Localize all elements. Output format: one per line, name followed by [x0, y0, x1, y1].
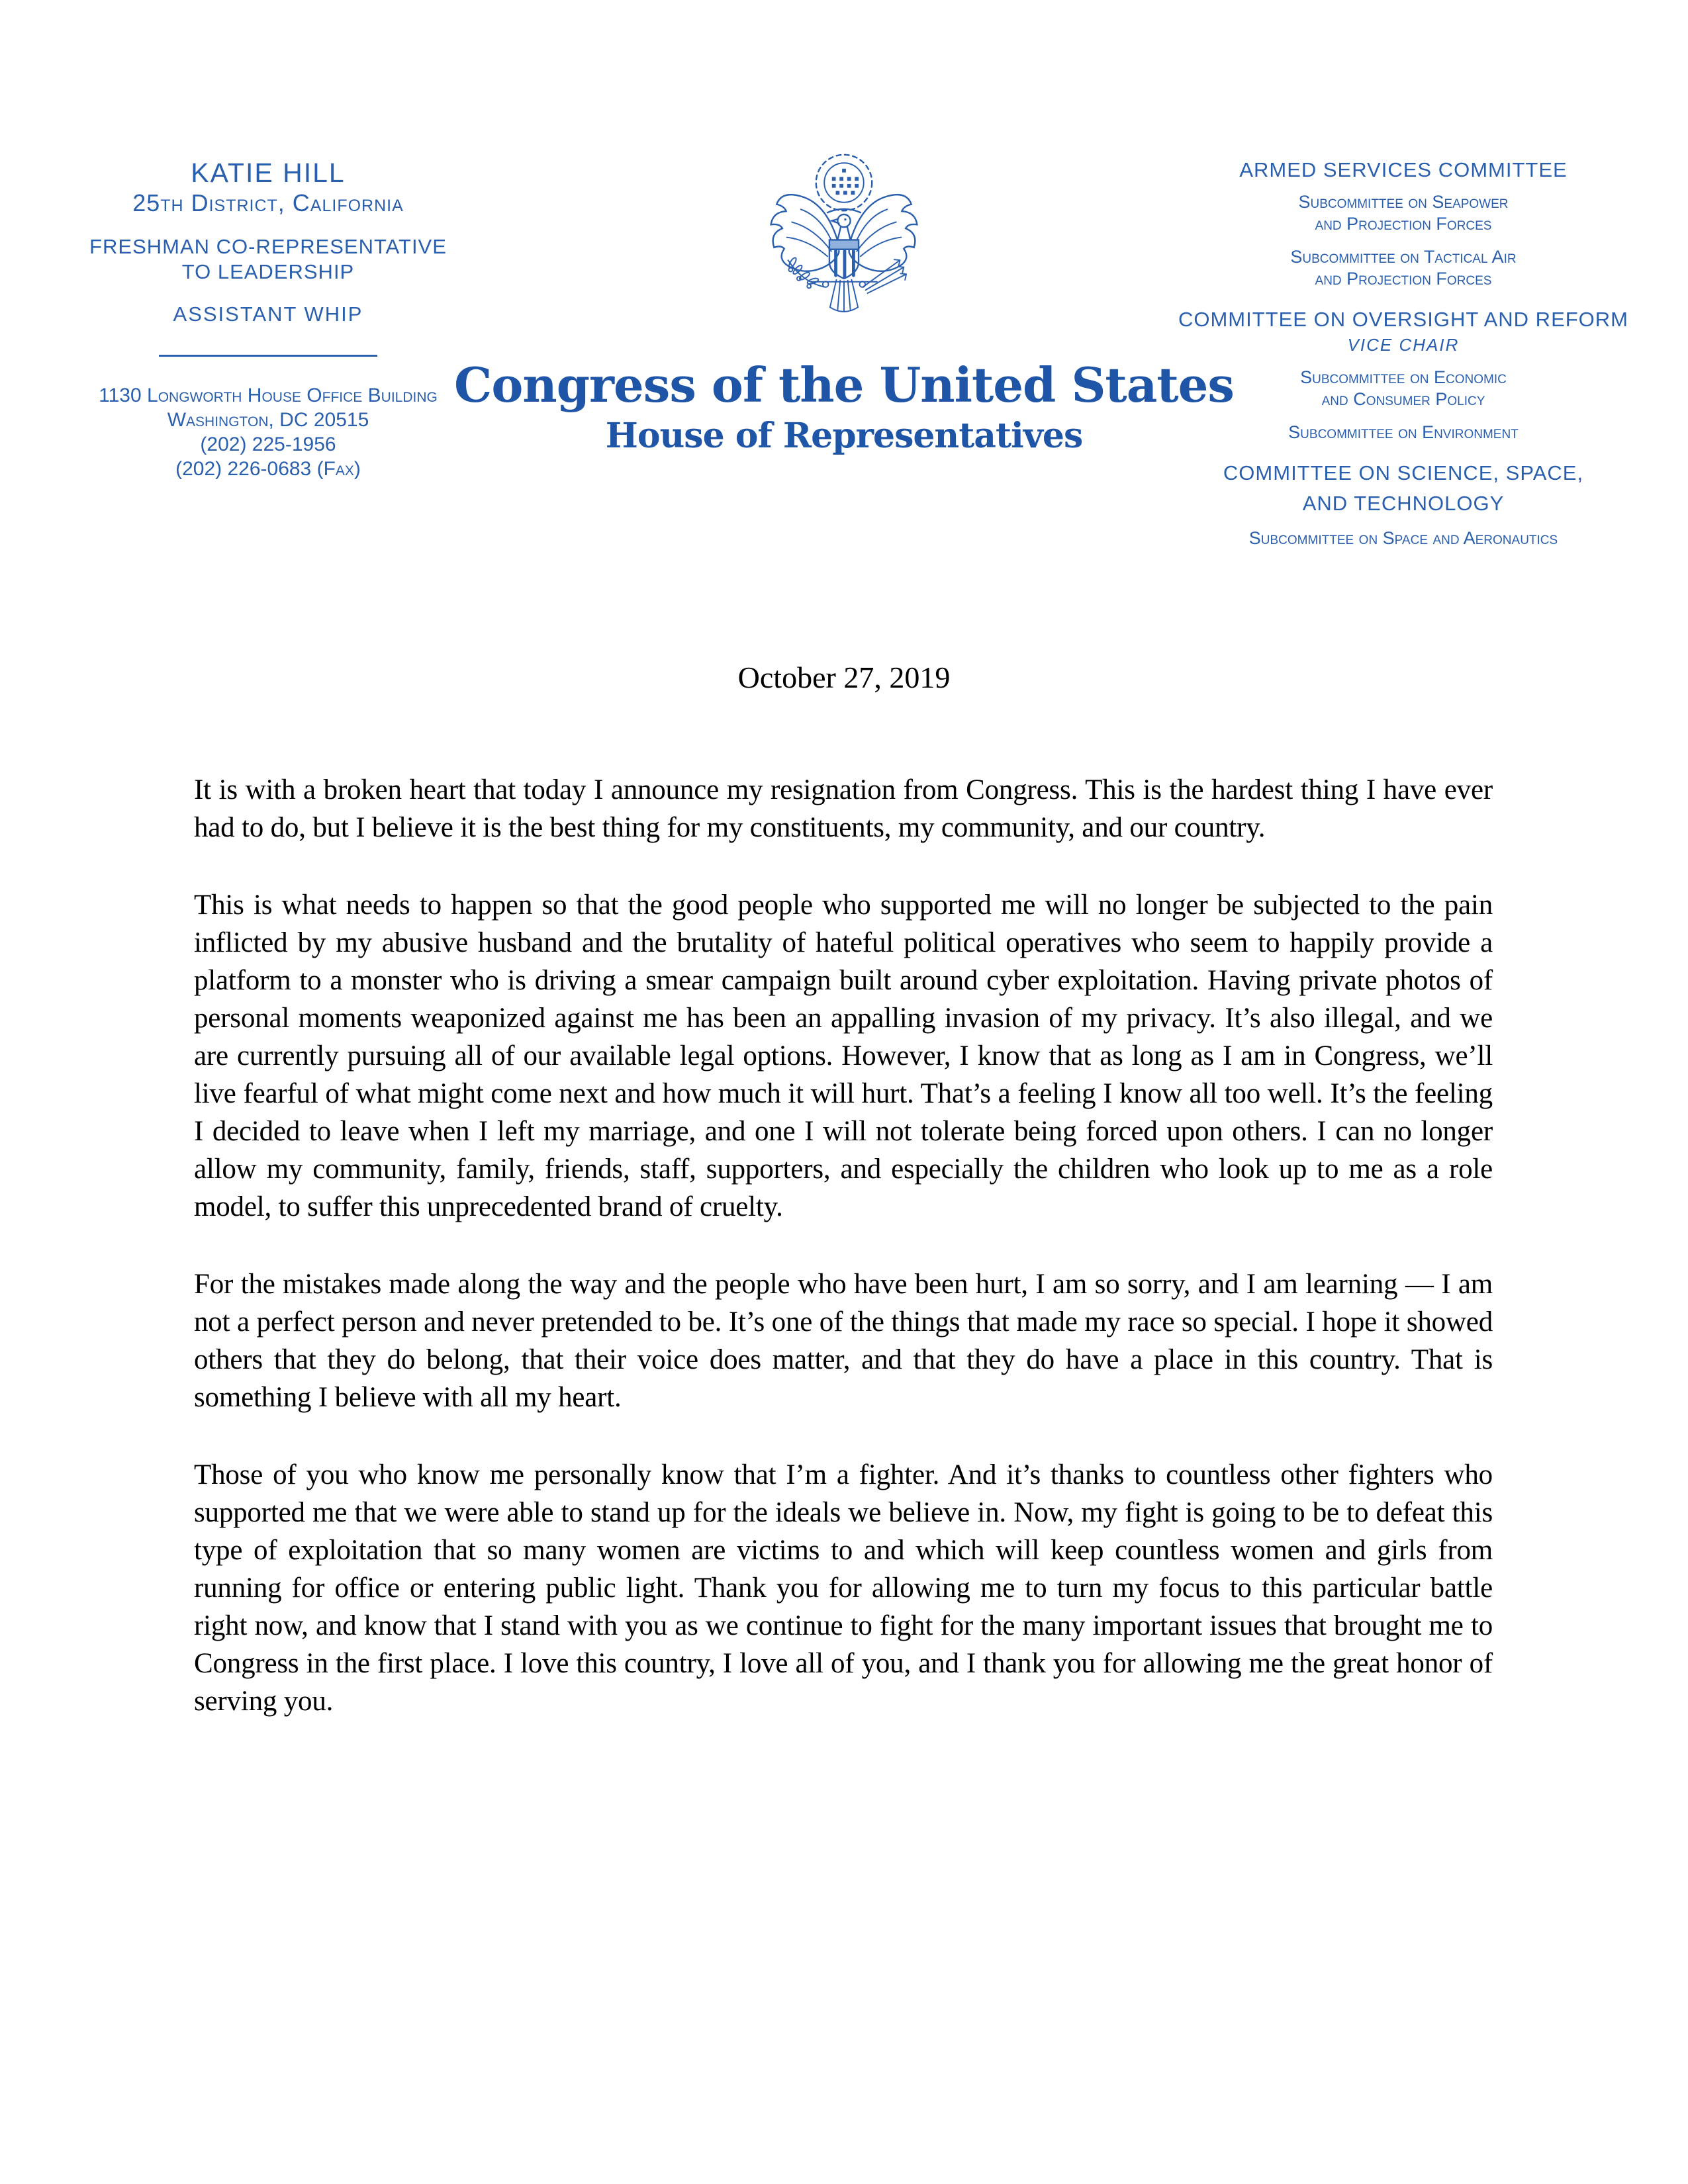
olive-branch [788, 257, 823, 289]
office-address-line1: 1130 Longworth House Office Building [99, 385, 438, 406]
arrows [863, 259, 906, 293]
committee-science-space-line2: AND TECHNOLOGY [1302, 492, 1505, 515]
member-district: 25th District, California [132, 189, 404, 216]
subcommittee-space-aeronautics: Subcommittee on Space and Aeronautics [1248, 528, 1558, 548]
subcommittee-tactical-air-line1: Subcommittee on Tactical Air [1290, 247, 1517, 267]
office-address-line2: Washington, DC 20515 [167, 409, 369, 431]
body-paragraph-2: This is what needs to happen so that the good people who supported me will no longer be subjected to the pain inflicted by my abusive husband and the brutality of hateful political operatives who seem to happily provide a platform to a monster who is driving a smear campaign built around cyber exploitation. Having private photos of personal moments weaponized against me has been an appalling invasion of my privacy. It’s also illegal, and we are currently pursuing all of our available legal options. However, I know that as long as I am in Congress, we’ll live fearful of what might come next and how much it will hurt. That’s a feeling I know all too well. It’s the feeling I decided to leave when I left my marriage, and one I will not tolerate being forced upon others. I can no longer allow my community, family, friends, staff, supporters, and especially the children who look up to me as a role model, to suffer this unprecedented brand of cruelty. [194, 889, 1493, 1222]
committee-oversight-reform: COMMITTEE ON OVERSIGHT AND REFORM [1178, 308, 1629, 331]
office-phone: (202) 225-1956 [200, 433, 336, 455]
body-paragraph-1: It is with a broken heart that today I announce my resignation from Congress. This is the hardest thing I have ever had to do, but I believe it is the best thing for my constituents, my community, and our country. [194, 774, 1493, 843]
letterhead-right [1175, 158, 1632, 549]
subcommittee-environment: Subcommittee on Environment [1288, 422, 1519, 442]
great-seal-icon [747, 151, 941, 341]
subcommittee-economic-line2: and Consumer Policy [1321, 389, 1485, 409]
subcommittee-tactical-air-line2: and Projection Forces [1315, 269, 1492, 289]
member-name: KATIE HILL [191, 158, 346, 188]
vice-chair-label: VICE CHAIR [1347, 335, 1460, 355]
glory-stars [832, 169, 859, 195]
body-paragraph-4: Those of you who know me personally know that I’m a fighter. And it’s thanks to countless other fighters who supported me that we were able to stand up for the ideals we believe in. Now, my fight is going to be to defeat this type of exploitation that so many women are victims to and which will keep countless women and girls from running for office or entering public light. Thank you for allowing me to turn my focus to this particular battle right now, and know that I stand with you as we continue to fight for the many important issues that brought me to Congress in the first place. I love this country, I love all of you, and I thank you for allowing me the great honor of serving you. [194, 1459, 1493, 1717]
office-fax: (202) 226-0683 (Fax) [175, 458, 361, 480]
subcommittee-seapower-line2: and Projection Forces [1315, 214, 1492, 234]
body-paragraph-3: For the mistakes made along the way and the people who have been hurt, I am so sorry, and I am learning — I am not a perfect person and never pretended to be. It’s one of the things that made my race so special. I hope it showed others that they do belong, that their voice does matter, and that they do have a place in this country. That is something I believe with all my heart. [194, 1269, 1493, 1413]
role-freshman-corep-line2: TO LEADERSHIP [181, 260, 355, 283]
letter-body [194, 771, 1493, 1720]
role-freshman-corep-line1: FRESHMAN CO-REPRESENTATIVE [89, 235, 447, 258]
house-subtitle: House of Representatives [605, 416, 1083, 456]
committee-armed-services: ARMED SERVICES COMMITTEE [1239, 158, 1568, 181]
role-assistant-whip: ASSISTANT WHIP [173, 302, 363, 326]
subcommittee-seapower-line1: Subcommittee on Seapower [1298, 192, 1509, 212]
congress-title: Congress of the United States [454, 357, 1234, 413]
subcommittee-economic-line1: Subcommittee on Economic [1300, 367, 1507, 387]
letter-date: October 27, 2019 [737, 660, 951, 694]
committee-science-space-line1: COMMITTEE ON SCIENCE, SPACE, [1223, 461, 1584, 484]
